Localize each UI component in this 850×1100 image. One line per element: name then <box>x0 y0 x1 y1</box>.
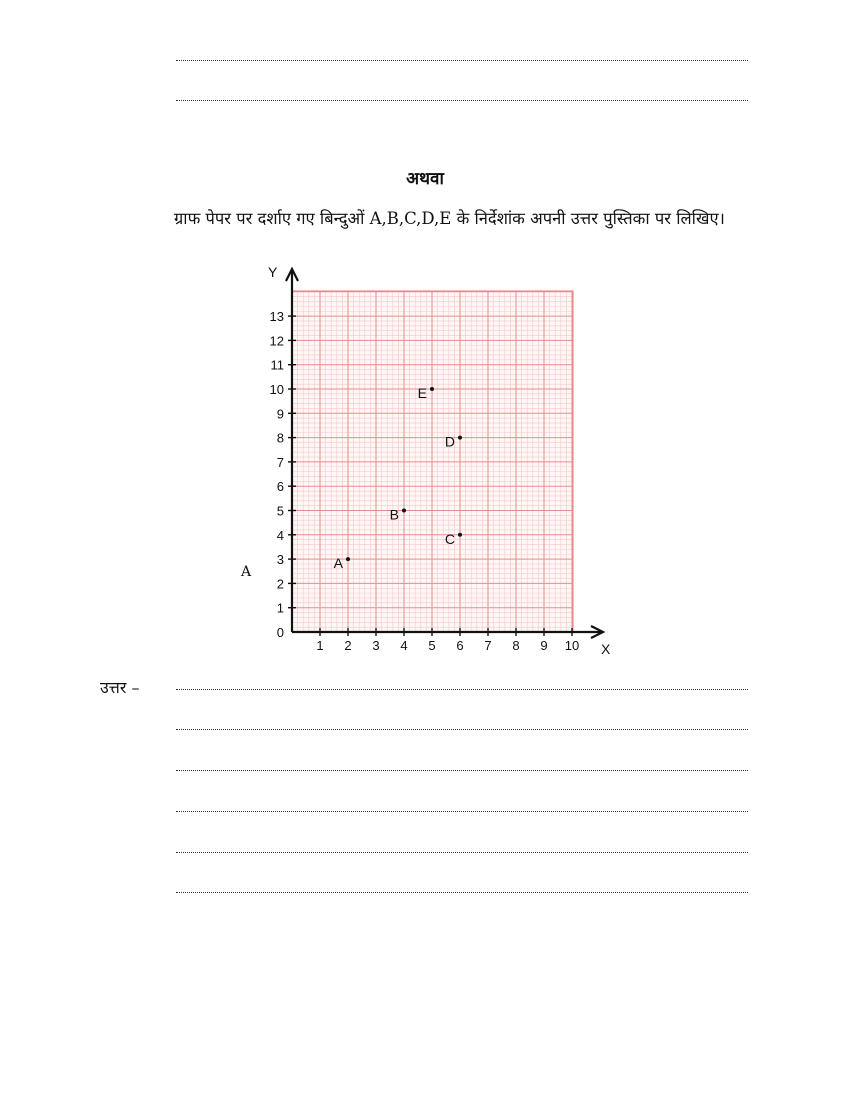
or-heading: अथवा <box>406 169 444 189</box>
point-label: C <box>444 530 455 547</box>
dotted-line <box>176 60 748 61</box>
y-tick-label: 11 <box>270 357 284 373</box>
x-tick-label: 4 <box>400 638 408 653</box>
side-label: A <box>241 564 252 580</box>
data-point <box>402 509 406 513</box>
data-point <box>430 387 434 391</box>
y-tick-label: 1 <box>276 600 284 616</box>
dotted-line <box>176 729 748 730</box>
y-tick-label: 0 <box>276 625 284 640</box>
dotted-line <box>176 770 748 771</box>
x-tick-label: 10 <box>564 638 580 653</box>
data-point <box>346 557 350 561</box>
y-tick-label: 7 <box>276 454 284 470</box>
data-point <box>458 436 462 440</box>
dotted-line <box>176 100 748 101</box>
y-tick-label: 3 <box>276 552 284 568</box>
point-label: B <box>389 506 399 523</box>
x-tick-label: 7 <box>484 638 492 653</box>
x-tick-label: 1 <box>316 638 324 653</box>
y-tick-label: 8 <box>276 430 284 446</box>
y-tick-label: 9 <box>276 406 284 422</box>
y-tick-label: 12 <box>269 333 284 349</box>
dotted-line <box>176 852 748 853</box>
y-tick-label: 10 <box>269 382 284 397</box>
data-point <box>458 533 462 537</box>
y-axis-label: Y <box>268 264 278 280</box>
x-tick-label: 3 <box>372 638 380 653</box>
x-tick-label: 5 <box>428 638 436 653</box>
x-tick-label: 2 <box>344 638 352 653</box>
y-tick-label: 5 <box>276 503 284 519</box>
dotted-line <box>176 892 748 893</box>
point-label: A <box>333 555 343 572</box>
x-axis-label: X <box>601 641 611 657</box>
y-tick-label: 2 <box>276 576 284 592</box>
point-label: E <box>417 385 427 401</box>
x-tick-label: 6 <box>456 638 464 653</box>
x-tick-label: 9 <box>540 638 548 653</box>
y-tick-label: 4 <box>276 527 284 543</box>
answer-label: उत्तर – <box>100 678 140 697</box>
y-tick-label: 13 <box>269 309 284 325</box>
point-label: D <box>444 433 455 450</box>
y-tick-label: 6 <box>276 479 284 495</box>
graph-paper-chart <box>230 262 620 662</box>
dotted-line <box>176 811 748 812</box>
dotted-line <box>176 689 748 690</box>
question-text: ग्राफ पेपर पर दर्शाए गए बिन्दुओं A,B,C,D,E के निर्देशांक अपनी उत्तर पुस्तिका पर लिखिए। <box>174 209 725 228</box>
x-tick-label: 8 <box>512 638 520 653</box>
